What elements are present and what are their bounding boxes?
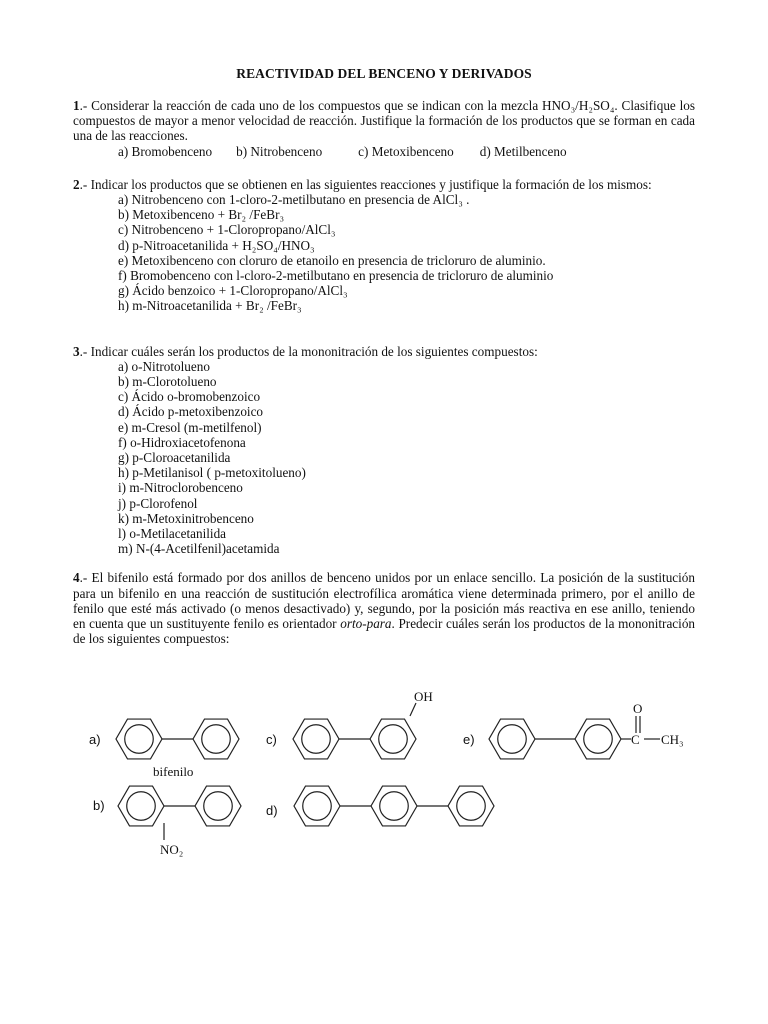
ring-b1 (118, 786, 164, 826)
ring-d2-aromatic-circle (380, 792, 409, 821)
structure-e-methyl: CH₃ (661, 732, 684, 747)
list-item: h) p-Metilanisol ( p-metoxitolueno) (118, 465, 306, 481)
option-c: c) Metoxibenceno (358, 143, 454, 159)
ring-e1 (489, 719, 535, 759)
ring-c1 (293, 719, 339, 759)
ring-a2-aromatic-circle (202, 725, 231, 754)
question-1 (73, 98, 695, 159)
list-item: c) Ácido o-bromobenzoico (118, 389, 261, 405)
structure-c-hydroxyl: OH (414, 689, 433, 704)
ring-c2-aromatic-circle (379, 725, 408, 754)
question-4-number: 4 (73, 570, 80, 586)
list-item: a) Nitrobenceno con 1-cloro-2-metilbutano en presencia de AlCl₃ . (118, 192, 470, 208)
list-item: i) m-Nitroclorobenceno (118, 480, 243, 496)
option-b: b) Nitrobenceno (236, 143, 323, 159)
ring-e1-aromatic-circle (498, 725, 527, 754)
option-d: d) Metilbenceno (479, 143, 567, 159)
question-4 (73, 570, 695, 646)
ring-d1-aromatic-circle (303, 792, 332, 821)
list-item: g) Ácido benzoico + 1-Cloropropano/AlCl₃ (118, 283, 348, 299)
list-item: l) o-Metilacetanilida (118, 526, 227, 542)
question-3-items (73, 359, 695, 557)
list-item: f) Bromobenceno con l-cloro-2-metilbutano en presencia de tricloruro de aluminio (118, 268, 554, 284)
question-4-text: 4.- El bifenilo está formado por dos anillos de benceno unidos por un enlace sencillo. La posición de la sustitución para un bifenilo en una reacción de sustitución electrofílica aromática viene determinada primero, por el anillo de fenilo que esté más activado (o menos desactivado) y, segundo, por la posición más reactiva en ese anillo, teniendo en cuenta que un sustituyente fenilo es orientador orto-para. Predecir cuáles serán los productos de la mononitración de los siguientes compuestos: (73, 570, 696, 647)
question-3-text: 3.- Indicar cuáles serán los productos de la mononitración de los siguientes compuestos: (73, 343, 538, 359)
question-2-text: 2.- Indicar los productos que se obtienen en las siguientes reacciones y justifique la formación de los mismos: (73, 176, 652, 192)
ring-e2 (575, 719, 621, 759)
question-3 (73, 344, 695, 557)
list-item: b) m-Clorotolueno (118, 374, 217, 390)
structure-b-nitro: NO₂ (160, 842, 184, 857)
list-item: f) o-Hidroxiacetofenona (118, 434, 246, 450)
structure-c-label: c) (266, 732, 277, 747)
ring-d1 (294, 786, 340, 826)
ring-b2-aromatic-circle (204, 792, 233, 821)
ring-b2 (195, 786, 241, 826)
list-item: h) m-Nitroacetanilida + Br₂ /FeBr₃ (118, 298, 302, 314)
structure-d-label: d) (266, 803, 278, 818)
list-item: e) Metoxibenceno con cloruro de etanoilo en presencia de tricloruro de aluminio. (118, 252, 546, 268)
ring-c2 (370, 719, 416, 759)
list-item: m) N-(4-Acetilfenil)acetamida (118, 541, 280, 557)
option-a: a) Bromobenceno (118, 143, 213, 159)
structure-a-name: bifenilo (153, 764, 194, 779)
ring-a1-aromatic-circle (125, 725, 154, 754)
list-item: g) p-Cloroacetanilida (118, 450, 231, 466)
ring-e2-aromatic-circle (584, 725, 613, 754)
structure-e-label: e) (463, 732, 475, 747)
structure-b-label: b) (93, 798, 105, 813)
ring-a1 (116, 719, 162, 759)
structure-e-oxygen: O (633, 701, 643, 716)
list-item: j) p-Clorofenol (118, 495, 198, 511)
list-item: a) o-Nitrotolueno (118, 358, 210, 374)
ring-a2 (193, 719, 239, 759)
question-1-text: 1.- Considerar la reacción de cada uno de los compuestos que se indican con la mezcla HNO₃/H₂SO₄. Clasifique los compuestos de mayor a menor velocidad de reacción. Justifique la formación de los productos que se forman en cada una de las reacciones. (73, 98, 695, 144)
question-2-number: 2 (73, 176, 80, 192)
question-3-number: 3 (73, 343, 80, 359)
list-item: e) m-Cresol (m-metilfenol) (118, 419, 262, 435)
list-item: d) Ácido p-metoxibenzoico (118, 404, 264, 420)
ring-d2 (371, 786, 417, 826)
question-2-items (73, 192, 695, 314)
document-page (73, 66, 695, 659)
question-1-number: 1 (73, 98, 80, 113)
ring-d3-aromatic-circle (457, 792, 486, 821)
question-2 (73, 177, 695, 314)
list-item: c) Nitrobenceno + 1-Cloropropano/AlCl₃ (118, 222, 336, 238)
list-item: k) m-Metoxinitrobenceno (118, 510, 254, 526)
structure-e-carbon: C (631, 732, 640, 747)
list-item: d) p-Nitroacetanilida + H₂SO₄/HNO₃ (118, 237, 315, 253)
structure-a-label: a) (89, 732, 101, 747)
question-1-options (73, 144, 695, 159)
page-title: REACTIVIDAD DEL BENCENO Y DERIVADOS (236, 66, 532, 81)
ring-d3 (448, 786, 494, 826)
list-item: b) Metoxibenceno + Br₂ /FeBr₃ (118, 207, 285, 223)
ring-c1-aromatic-circle (302, 725, 331, 754)
ring-b1-aromatic-circle (127, 792, 156, 821)
